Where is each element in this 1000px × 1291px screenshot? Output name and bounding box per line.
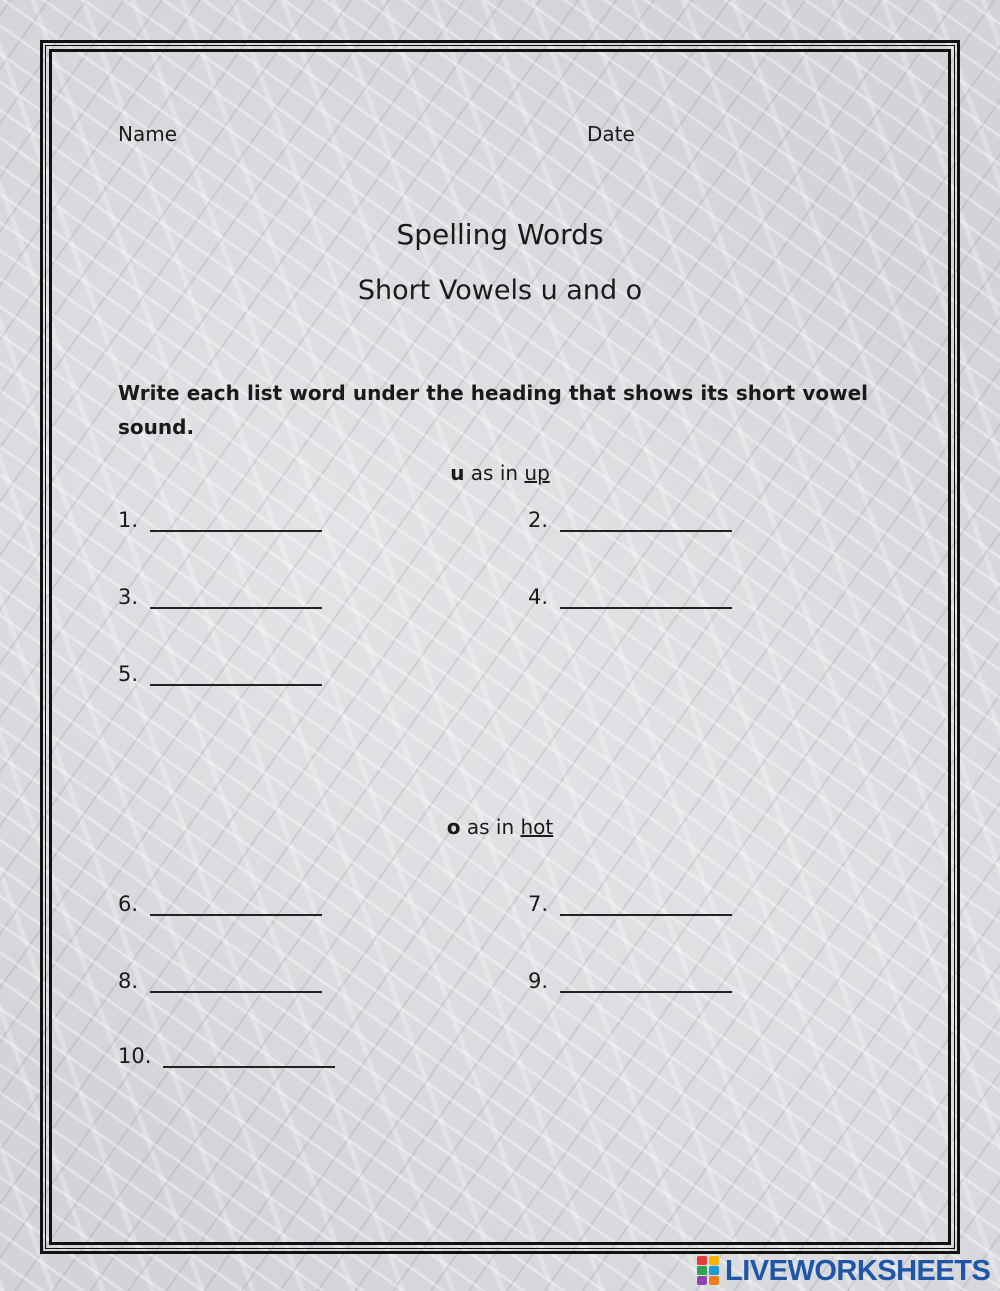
heading-short-o [0,815,1000,839]
answer-item-8 [118,969,322,993]
answer-item-1 [118,508,322,532]
item-number: 2. [528,508,549,532]
instruction-text: Write each list word under the heading that shows its short vowel sound. [118,381,868,439]
heading-o-letter: o [446,815,461,839]
answer-blank-7[interactable] [560,894,732,916]
heading-u-middle: as in [464,461,525,485]
date-label: Date [587,122,635,146]
item-number: 3. [118,585,139,609]
page-title: Spelling Words [396,218,604,251]
answer-item-5 [118,662,322,686]
item-number: 4. [528,585,549,609]
answer-item-10 [118,1044,335,1068]
answer-item-9 [528,969,732,993]
answer-blank-1[interactable] [150,510,322,532]
answer-blank-8[interactable] [150,971,322,993]
item-number: 6. [118,892,139,916]
item-number: 8. [118,969,139,993]
answer-blank-6[interactable] [150,894,322,916]
heading-u-example: up [524,461,550,485]
item-number: 5. [118,662,139,686]
answer-item-6 [118,892,322,916]
item-number: 7. [528,892,549,916]
heading-o-middle: as in [460,815,521,839]
item-number: 9. [528,969,549,993]
answer-item-3 [118,585,322,609]
liveworksheets-logo [697,1254,990,1288]
name-label: Name [118,122,178,146]
item-number: 10. [118,1044,152,1068]
heading-short-u [0,461,1000,485]
liveworksheets-logo-icon [697,1256,721,1286]
heading-o-example: hot [520,815,554,839]
answer-item-4 [528,585,732,609]
answer-blank-5[interactable] [150,664,322,686]
liveworksheets-wordmark: LIVEWORKSHEETS [725,1254,991,1287]
answer-blank-2[interactable] [560,510,732,532]
answer-item-7 [528,892,732,916]
answer-blank-9[interactable] [560,971,732,993]
item-number: 1. [118,508,139,532]
answer-blank-3[interactable] [150,587,322,609]
heading-u-letter: u [450,461,465,485]
page-subtitle: Short Vowels u and o [357,275,643,306]
answer-item-2 [528,508,732,532]
answer-blank-4[interactable] [560,587,732,609]
answer-blank-10[interactable] [163,1046,335,1068]
